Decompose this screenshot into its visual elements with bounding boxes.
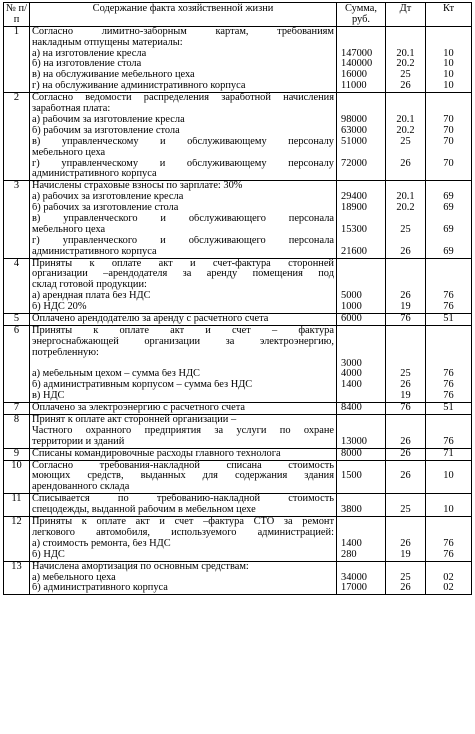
credit-account: [428, 517, 469, 528]
debit-account: 76: [400, 402, 411, 414]
debit-account: [388, 93, 423, 104]
amount-value: 17000: [341, 582, 367, 594]
entry-description: [30, 26, 337, 92]
entry-debit-cell: [386, 561, 426, 595]
credit-account: 69: [443, 223, 454, 235]
entry-amount-cell: [337, 460, 386, 494]
debit-account: [388, 517, 423, 528]
description-line: Приняты к оплате акт и счет –фактура СТО за ремонт: [32, 517, 334, 528]
credit-account: [428, 236, 469, 247]
credit-account: 51: [443, 312, 454, 324]
credit-account: 71: [443, 447, 454, 459]
table-row: [4, 325, 472, 402]
description-line: Принят к оплате акт сторонней организации –: [32, 415, 237, 426]
description-line: накладным отпущены материалы:: [32, 37, 183, 48]
entry-number: 13: [4, 561, 30, 595]
credit-account: 10: [443, 58, 454, 70]
table-row: [4, 26, 472, 92]
description-line: Оплачено арендодателю за аренду с расчетного счета: [32, 313, 269, 324]
debit-account: 76: [400, 312, 411, 324]
entry-amount-cell: [337, 93, 386, 181]
entry-description: [30, 517, 337, 562]
description-line: заработная плата:: [32, 104, 111, 115]
debit-account: 26: [400, 435, 411, 447]
amount-value: 72000: [341, 157, 367, 169]
entry-debit-cell: [386, 181, 426, 258]
table-row: [4, 258, 472, 313]
credit-account: 76: [443, 390, 454, 402]
debit-account: [388, 482, 423, 493]
credit-account: [428, 348, 469, 359]
header-description: Содержание факта хозяйственной жизни: [30, 3, 337, 27]
credit-account: 70: [443, 157, 454, 169]
entry-amount-cell: [337, 403, 386, 415]
debit-account: [388, 259, 423, 270]
credit-account: 69: [443, 245, 454, 257]
amount-value: [339, 348, 383, 359]
table-row: [4, 93, 472, 181]
amount-value: [339, 259, 383, 270]
amount-value: [339, 391, 383, 402]
entry-credit-cell: [426, 561, 472, 595]
header-amount: Сумма, руб.: [337, 3, 386, 27]
description-line: б) рабочим за изготовление стола: [32, 125, 180, 136]
description-line: б) рабочих за изготовление стола: [32, 203, 179, 214]
debit-account: 25: [400, 571, 411, 583]
debit-account: 25: [400, 69, 411, 81]
debit-account: [388, 326, 423, 337]
entry-credit-cell: [426, 26, 472, 92]
entry-number: 11: [4, 494, 30, 517]
description-line: Приняты к оплате акт и счет – фактура: [32, 325, 334, 336]
description-line: Списаны командировочные расходы главного технолога: [32, 448, 281, 459]
debit-account: [388, 348, 423, 359]
amount-value: [339, 236, 383, 247]
entry-number: 10: [4, 460, 30, 494]
table-row: [4, 460, 472, 494]
entry-debit-cell: [386, 258, 426, 313]
entry-description: [30, 460, 337, 494]
entry-debit-cell: [386, 448, 426, 460]
description-line: спецодежды, выданной рабочим в мебельном цехе: [32, 505, 256, 516]
header-debit: Дт: [386, 3, 426, 27]
description-line: Начислены страховые взносы по зарплате: 30%: [32, 181, 243, 192]
amount-value: [339, 337, 383, 348]
entry-amount-cell: [337, 325, 386, 402]
entry-number: 5: [4, 313, 30, 325]
debit-account: 19: [400, 301, 411, 313]
entry-credit-cell: [426, 325, 472, 402]
description-line: Частного охранного предприятия за услуги по охране: [32, 425, 334, 436]
amount-value: 147000: [341, 47, 373, 59]
accounting-entries-table: [3, 2, 472, 595]
amount-value: 15300: [341, 223, 367, 235]
table-row: [4, 448, 472, 460]
credit-account: 10: [443, 80, 454, 92]
description-line: моющих средств, выданных для содержания здания: [32, 471, 334, 482]
amount-value: [339, 169, 383, 180]
description-line: мебельного цеха: [32, 147, 106, 158]
debit-account: [388, 269, 423, 280]
amount-value: 3800: [341, 504, 362, 516]
table-body: [4, 26, 472, 594]
entry-description: [30, 415, 337, 449]
entry-debit-cell: [386, 494, 426, 517]
amount-value: 3000: [341, 357, 362, 369]
table-row: [4, 403, 472, 415]
credit-account: 69: [443, 202, 454, 214]
description-line: а) мебельного цеха: [32, 572, 116, 583]
amount-value: 1400: [341, 379, 362, 391]
description-line: мебельного цеха: [32, 224, 106, 235]
description-line: б) НДС: [32, 549, 65, 560]
amount-value: 21600: [341, 245, 367, 257]
credit-account: 69: [443, 191, 454, 203]
credit-account: [428, 169, 469, 180]
entry-number: 4: [4, 258, 30, 313]
amount-value: 18900: [341, 202, 367, 214]
amount-value: [339, 415, 383, 426]
description-line: административного корпуса: [32, 246, 157, 257]
description-line: б) на изготовление стола: [32, 59, 142, 70]
amount-value: 16000: [341, 69, 367, 81]
entry-credit-cell: [426, 494, 472, 517]
credit-account: 76: [443, 379, 454, 391]
description-line: в) управленческого и обслуживающего персонала: [32, 213, 334, 224]
debit-account: 20.1: [396, 47, 415, 59]
description-line: в) НДС: [32, 391, 65, 402]
description-line: а) арендная плата без НДС: [32, 291, 151, 302]
entry-debit-cell: [386, 403, 426, 415]
credit-account: 70: [443, 113, 454, 125]
amount-value: 63000: [341, 124, 367, 136]
debit-account: 25: [400, 135, 411, 147]
entry-debit-cell: [386, 26, 426, 92]
credit-account: 10: [443, 470, 454, 482]
credit-account: 10: [443, 69, 454, 81]
credit-account: [428, 269, 469, 280]
credit-account: [428, 259, 469, 270]
amount-value: [339, 562, 383, 573]
credit-account: 76: [443, 435, 454, 447]
description-line: а) на изготовление кресла: [32, 48, 147, 59]
entry-debit-cell: [386, 415, 426, 449]
entry-number: 2: [4, 93, 30, 181]
amount-value: 8000: [341, 447, 362, 459]
debit-account: 25: [400, 223, 411, 235]
entry-amount-cell: [337, 313, 386, 325]
debit-account: [388, 337, 423, 348]
credit-account: [428, 148, 469, 159]
credit-account: [428, 93, 469, 104]
entry-description: [30, 325, 337, 402]
entry-description: [30, 403, 337, 415]
entry-debit-cell: [386, 313, 426, 325]
credit-account: [428, 415, 469, 426]
description-line: склад готовой продукции:: [32, 280, 147, 291]
credit-account: 02: [443, 571, 454, 583]
credit-account: [428, 562, 469, 573]
description-line: Приняты к оплате акт и счет-фактура сторонней: [32, 258, 334, 269]
amount-value: 1000: [341, 301, 362, 313]
entry-credit-cell: [426, 181, 472, 258]
credit-account: 76: [443, 548, 454, 560]
debit-account: 26: [400, 157, 411, 169]
amount-value: 34000: [341, 571, 367, 583]
debit-account: 26: [400, 290, 411, 302]
description-line: б) НДС 20%: [32, 302, 87, 313]
entry-number: 7: [4, 403, 30, 415]
entry-number: 1: [4, 26, 30, 92]
description-line: а) стоимость ремонта, без НДС: [32, 538, 171, 549]
amount-value: 13000: [341, 435, 367, 447]
entry-amount-cell: [337, 181, 386, 258]
credit-account: [428, 38, 469, 49]
debit-account: 26: [400, 470, 411, 482]
amount-value: 5000: [341, 290, 362, 302]
debit-account: [388, 27, 423, 38]
amount-value: [339, 93, 383, 104]
debit-account: 25: [400, 504, 411, 516]
entry-amount-cell: [337, 26, 386, 92]
description-line: Согласно требования-накладной списана стоимость: [32, 460, 334, 471]
entry-credit-cell: [426, 403, 472, 415]
amount-value: [339, 517, 383, 528]
description-line: Согласно ведомости распределения заработной начисления: [32, 93, 334, 104]
debit-account: 26: [400, 80, 411, 92]
description-line: Начислена амортизация по основным средствам:: [32, 561, 249, 572]
description-line: г) на обслуживание административного корпуса: [32, 81, 246, 92]
credit-account: [428, 482, 469, 493]
amount-value: 4000: [341, 368, 362, 380]
entry-description: [30, 181, 337, 258]
description-line: Списывается по требованию-накладной стоимость: [32, 494, 334, 505]
description-line: б) административным корпусом – сумма без НДС: [32, 380, 253, 391]
description-line: легкового автомобиля, используемого администрацией:: [32, 527, 334, 538]
table-row: [4, 313, 472, 325]
description-line: административного корпуса: [32, 169, 157, 180]
entry-credit-cell: [426, 415, 472, 449]
entry-credit-cell: [426, 93, 472, 181]
description-line: энергоснабжающей организации за электроэнергию,: [32, 336, 334, 347]
debit-account: 26: [400, 537, 411, 549]
amount-value: [339, 148, 383, 159]
debit-account: [388, 415, 423, 426]
entry-debit-cell: [386, 93, 426, 181]
amount-value: 1400: [341, 537, 362, 549]
entry-number: 3: [4, 181, 30, 258]
credit-account: [428, 326, 469, 337]
description-line: г) управленческого и обслуживающего персонала: [32, 235, 334, 246]
header-number: № п/п: [4, 3, 30, 27]
table-row: [4, 494, 472, 517]
amount-value: [339, 269, 383, 280]
debit-account: 26: [400, 582, 411, 594]
entry-number: 8: [4, 415, 30, 449]
credit-account: 70: [443, 124, 454, 136]
credit-account: 10: [443, 47, 454, 59]
amount-value: 11000: [341, 80, 367, 92]
description-line: Согласно лимитно-заборным картам, требованиям: [32, 26, 334, 37]
table-row: [4, 561, 472, 595]
entry-debit-cell: [386, 460, 426, 494]
credit-account: 76: [443, 537, 454, 549]
debit-account: 20.2: [396, 124, 415, 136]
amount-value: [339, 27, 383, 38]
entry-description: [30, 561, 337, 595]
debit-account: [388, 148, 423, 159]
entry-number: 6: [4, 325, 30, 402]
entry-amount-cell: [337, 517, 386, 562]
credit-account: [428, 27, 469, 38]
description-line: потребленную:: [32, 347, 99, 358]
description-line: в) управленческому и обслуживающему персоналу: [32, 136, 334, 147]
description-line: г) управленческому и обслуживающему персоналу: [32, 158, 334, 169]
entry-credit-cell: [426, 517, 472, 562]
description-line: а) мебельным цехом – сумма без НДС: [32, 369, 200, 380]
entry-amount-cell: [337, 258, 386, 313]
description-line: б) административного корпуса: [32, 583, 168, 594]
credit-account: 76: [443, 290, 454, 302]
amount-value: 6000: [341, 312, 362, 324]
entry-number: 12: [4, 517, 30, 562]
amount-value: [339, 38, 383, 49]
debit-account: 26: [400, 447, 411, 459]
description-line: территории и зданий: [32, 436, 125, 447]
credit-account: [428, 337, 469, 348]
entry-number: 9: [4, 448, 30, 460]
amount-value: 98000: [341, 113, 367, 125]
debit-account: 26: [400, 245, 411, 257]
amount-value: 140000: [341, 58, 373, 70]
credit-account: 02: [443, 582, 454, 594]
entry-amount-cell: [337, 448, 386, 460]
description-line: [32, 359, 334, 370]
amount-value: 51000: [341, 135, 367, 147]
description-line: в) на обслуживание мебельного цеха: [32, 70, 195, 81]
entry-description: [30, 448, 337, 460]
description-line: а) рабочим за изготовление кресла: [32, 114, 185, 125]
entry-credit-cell: [426, 313, 472, 325]
amount-value: 1500: [341, 470, 362, 482]
credit-account: 76: [443, 368, 454, 380]
entry-description: [30, 313, 337, 325]
debit-account: 26: [400, 379, 411, 391]
entry-debit-cell: [386, 517, 426, 562]
debit-account: [388, 562, 423, 573]
entry-amount-cell: [337, 415, 386, 449]
table-row: [4, 415, 472, 449]
entry-debit-cell: [386, 325, 426, 402]
amount-value: [339, 482, 383, 493]
description-line: а) рабочих за изготовление кресла: [32, 192, 184, 203]
entry-credit-cell: [426, 460, 472, 494]
debit-account: 20.2: [396, 58, 415, 70]
description-line: Оплачено за электроэнергию с расчетного счета: [32, 403, 245, 414]
amount-value: [339, 326, 383, 337]
debit-account: [388, 38, 423, 49]
description-line: организации –арендодателя за аренду помещения под: [32, 269, 334, 280]
header-credit: Кт: [426, 3, 472, 27]
debit-account: 20.1: [396, 191, 415, 203]
credit-account: 51: [443, 402, 454, 414]
debit-account: 19: [400, 548, 411, 560]
entry-description: [30, 258, 337, 313]
amount-value: 8400: [341, 402, 362, 414]
entry-description: [30, 93, 337, 181]
debit-account: 19: [400, 390, 411, 402]
debit-account: 25: [400, 368, 411, 380]
entry-amount-cell: [337, 561, 386, 595]
amount-value: 29400: [341, 191, 367, 203]
credit-account: 76: [443, 301, 454, 313]
debit-account: [388, 236, 423, 247]
credit-account: 10: [443, 504, 454, 516]
entry-amount-cell: [337, 494, 386, 517]
entry-description: [30, 494, 337, 517]
debit-account: [388, 169, 423, 180]
table-row: [4, 181, 472, 258]
entry-credit-cell: [426, 448, 472, 460]
amount-value: 280: [341, 548, 357, 560]
entry-credit-cell: [426, 258, 472, 313]
table-row: [4, 517, 472, 562]
description-line: арендованного склада: [32, 482, 130, 493]
credit-account: 70: [443, 135, 454, 147]
debit-account: 20.1: [396, 113, 415, 125]
table-header-row: [4, 3, 472, 27]
debit-account: 20.2: [396, 202, 415, 214]
